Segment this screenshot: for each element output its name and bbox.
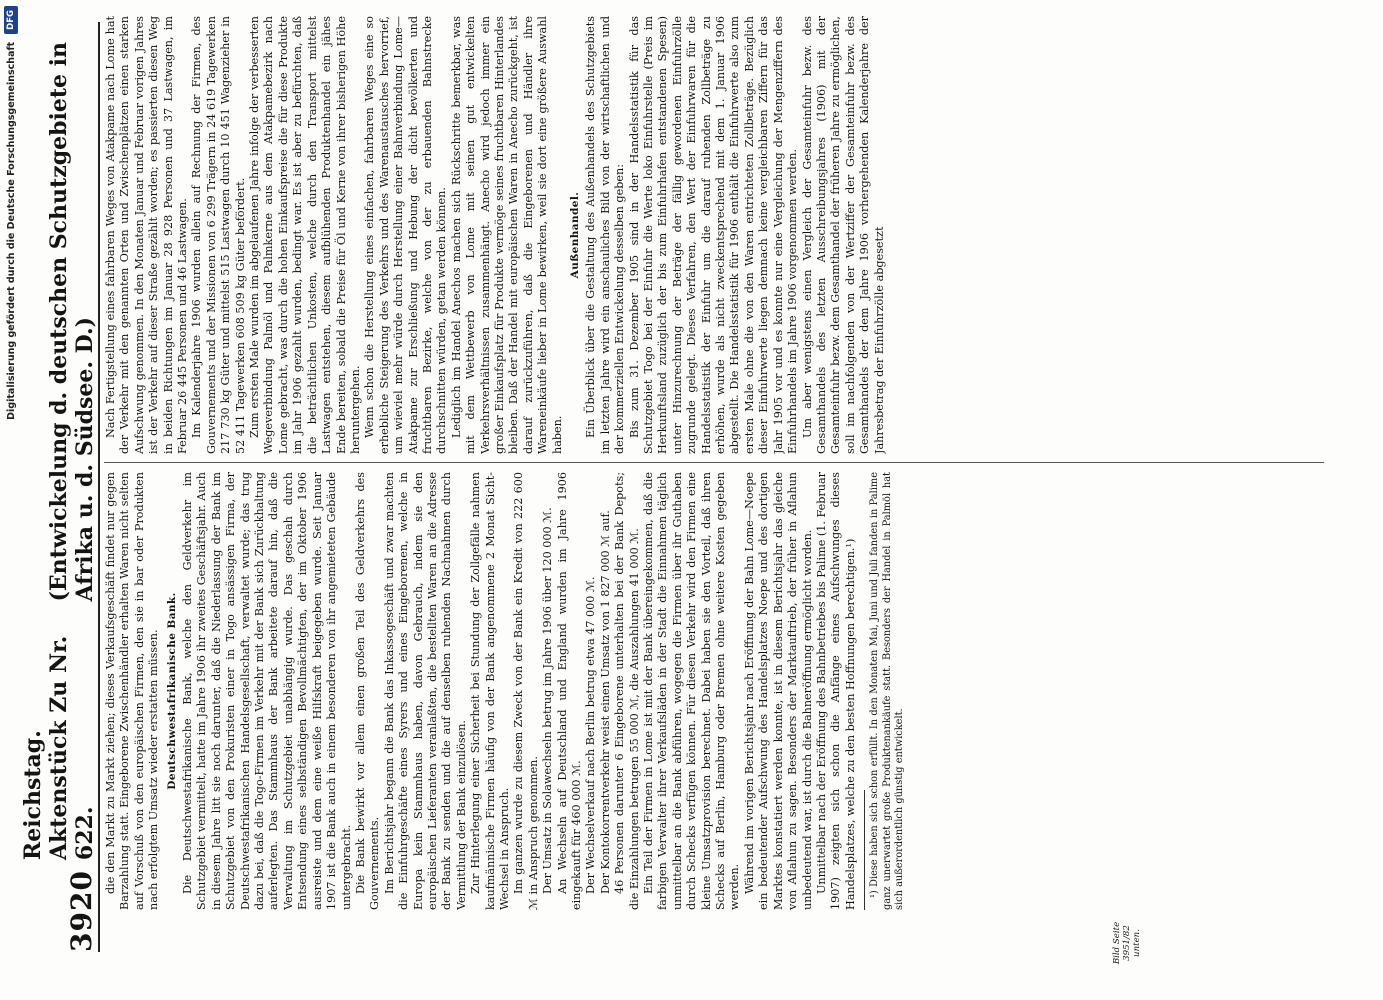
margin-note: Bild Seite 3951/82 unten.	[1112, 921, 1142, 965]
paragraph: Zum ersten Male wurden im abgelaufenen Jahre infolge der verbesserten Wegeverbindung Palmöl und Palmkerne aus dem Atakpamebezirk nach Lome gebracht, was durch die hohen Einkaufspreise die für diese Produkte im Jahr 1906 gezahlt wurden, bedingt war. Es ist aber zu befürchten, daß die beträchtlichen Unkosten, welche durch den Transport mittelst Lastwagen entstehen, diesem aufblühenden Produktenhandel ein jähes Ende bereiten, sobald die Preise für Öl und Kerne von ihrer bisherigen Höhe heruntergehen.	[248, 16, 362, 454]
paragraph: Der Umsatz in Solawechseln betrug im Jahre 1906 über 120 000 ℳ.	[541, 507, 555, 894]
dfg-logo: DFG	[4, 6, 18, 34]
paragraph: Ein Teil der Firmen in Lome ist mit der Bank übereingekommen, daß die farbigen Verwalter ihrer Verkaufsläden in der Stadt die Einnahmen täglich unmittelbar an die Bank abführen, wogegen die Firmen über ihr Guthaben durch Schecks verfügen können. Für diesen Verkehr wird den Firmen eine kleine Umsatzprovision berechnet. Dabei haben sie den Vorteil, daß ihren Schecks auf Berlin, Hamburg oder Bremen ohne weitere Kosten gegeben werden.	[642, 472, 742, 910]
paragraph: Unmittelbar nach der Eröffnung des Bahnbetriebes bis Palime (1. Februar 1907) zeigten sich schon die Anfänge eines Aufschwunges dieses Handelsplatzes, welche zu den besten Hoffnungen berechtigen.¹)	[814, 472, 857, 910]
left-column	[104, 472, 1336, 910]
digitization-stamp	[0, 0, 22, 1000]
paragraph: Lediglich im Handel Anechos machen sich Rückschritte bemerkbar, was mit dem Wettbewerb von Lome mit seinen gut entwickelten Verkehrsverhältnissen zusammenhängt. Anecho wird jedoch immer ein großer Einkaufsplatz für Produkte vermöge seines fruchtbaren Hinterlandes bleiben. Daß der Handel mit europäischen Waren in Anecho zurückgeht, ist darauf zurückzuführen, daß die Eingeborenen und Händler ihre Wareneinkäufe lieber in Lome bewirken, weil sie dort eine größere Auswahl haben.	[449, 16, 564, 454]
paragraph: Zur Hinterlegung einer Sicherheit bei Stundung der Zollgefälle nahmen kaufmännische Firmen häufig von der Bank angenommene 2 Monat Sicht-Wechsel in Anspruch.	[469, 472, 511, 910]
paragraph: 46 Personen darunter 6 Eingeborene unterhalten bei der Bank Depots; die Einzahlungen betrugen 55 000 ℳ, die Auszahlungen 41 000 ℳ.	[613, 472, 641, 910]
paragraph: An Wechseln auf Deutschland und England wurden im Jahre 1906 eingekauft für 460 000 ℳ.	[555, 472, 583, 910]
paragraph: Bis zum 31. Dezember 1905 sind in der Handelsstatistik für das Schutzgebiet Togo bei der Einfuhr die Werte loko Einfuhrstelle (Preis im Herkunftsland zuzüglich der bis zum Einfuhrhafen entstandenen Spesen) unter Hinzurechnung der Beträge der fällig gewordenen Einfuhrzölle zugrunde gelegt. Dieses Verfahren, den Wert der Einfuhrwaren für die Handelsstatistik der Einfuhr um die darauf ruhenden Zollbeträge zu erhöhen, wurde als nicht zweckentsprechend mit dem 1. Januar 1906 abgestellt. Die Handelsstatistik für 1906 enthält die Einfuhrwerte also zum ersten Male ohne die von den Waren entrichteten Zollbeträge. Bezüglich dieser Einfuhrwerte liegen demnach keine vergleichbaren Ziffern für das Jahr 1905 vor und es konnte nur eine Vergleichung der Mengenziffern des Einfuhrhandels im Jahre 1906 vorgenommen werden.	[627, 16, 800, 454]
column-divider	[104, 462, 1324, 463]
paragraph: Im Kalenderjahre 1906 wurden allein auf Rechnung der Firmen, des Gouvernements und der Missionen von 6 299 Trägern in 24 619 Tagewerken 217 730 kg Güter und mittelst 515 Lastwagen durch 10 451 Wagenzieher in 52 411 Tagewerken 608 509 kg Güter befördert.	[190, 16, 247, 454]
paragraph: Wenn schon die Herstellung eines einfachen, fahrbaren Weges eine so erhebliche Steigerung des Verkehrs und des Warenaustausches hervorrief, um wieviel mehr würde durch Herstellung einer Bahnverbindung Lome—Atakpame zur Erschließung und Hebung der dicht bevölkerten und fruchtbaren Bezirke, welche von der zu erbauenden Bahnstrecke durchschnitten würden, getan werden können.	[363, 16, 449, 454]
header-left	[20, 602, 98, 952]
running-subtitle: (Entwickelung d. deutschen Schutzgebiete in Afrika u. d. Südsee. D.)	[46, 42, 98, 602]
section-heading: Deutschwestafrikanische Bank.	[165, 592, 178, 790]
section-heading: Außenhandel.	[569, 191, 581, 279]
paragraph: die den Markt zu Markt ziehen; dieses Verkaufsgeschäft findet nur gegen Barzahlung statt. Eingeborene Zwischenhändler erhalten Waren nicht selten auf Vorschuß von den europäischen Firmen, den sie in bar oder Produkten nach erfolgtem Umsatz wieder erstatten müssen.	[104, 472, 161, 910]
paragraph: Der Wechselverkauf nach Berlin betrug etwa 47 000 ℳ.	[584, 576, 598, 894]
paragraph: Während im vorigen Berichtsjahr nach Eröffnung der Bahn Lome—Noepe ein bedeutender Aufschwung des Handelsplatzes Noepe und des dortigen Marktes konstatiert werden konnte, ist in diesem Berichtsjahr das gleiche von Aflahun zu sagen. Besonders der Marktauftrieb, der früher in Aflahun unbedeutend war, ist durch die Bahneröffnung ermöglicht worden.	[742, 472, 814, 910]
paragraph: Im ganzen wurde zu diesem Zweck von der Bank ein Kredit von 222 600 ℳ in Anspruch genommen.	[512, 472, 540, 910]
footnote: ¹) Diese haben sich schon erfüllt. In den Monaten Mai, Juni und Juli fanden in Palime ganz unerwartet große Produktenankäufe statt. Besonders der Handel in Palmöl hat sich außerordentlich günstig entwickelt.	[869, 472, 905, 910]
paragraph: Die Deutschwestafrikanische Bank, welche den Geldverkehr im Schutzgebiet vermittelt, hatte im Jahre 1906 ihr zweites Geschäftsjahr. Auch in diesem Jahre litt sie noch darunter, daß die Niederlassung der Bank im Schutzgebiet von den Prokuristen einer in Togo ansässigen Firma, der Deutschwestafrikanischen Handelsgesellschaft, verwaltet wurde; das trug dazu bei, daß die Togo-Firmen im Verkehr mit der Bank sich Zurückhaltung auferlegten. Das Stammhaus der Bank arbeitete darauf hin, daß die Verwaltung im Schutzgebiet unabhängig wurde. Das geschah durch Entsendung eines selbständigen Bevollmächtigten, der im Oktober 1906 ausreiste und dem eine weiße Hilfskraft beigegeben wurde. Seit Januar 1907 ist die Bank auch in einem besonderen von ihr angemieteten Gebäude untergebracht.	[181, 472, 353, 910]
paragraph: Nach Fertigstellung eines fahrbaren Weges von Atakpame nach Lome hat der Verkehr mit den genannten Orten und Zwischenplätzen einen starken Aufschwung genommen. In den Monaten Januar und Februar vorigen Jahres ist der Verkehr auf dieser Straße gezählt worden; es passierten diesen Weg in beiden Richtungen im Januar 28 928 Personen und 37 Lastwagen, im Februar 26 445 Personen und 46 Lastwagen.	[104, 16, 190, 454]
paragraph: Um aber wenigstens einen Vergleich der Gesamteinfuhr bezw. des Gesamthandels des letzten Ausschreibungsjahres (1906) mit der Gesamteinfuhr bezw. dem Gesamthandel der früheren Jahre zu ermöglichen, soll im nachfolgenden von der Wertziffer der Gesamteinfuhr bezw. des Gesamthandels der dem Jahre 1906 vorhergehenden Kalenderjahre der Jahresbetrag der Einfuhrzölle abgesetzt	[800, 16, 886, 454]
running-title: Reichstag. Aktenstück Zu Nr. 622.	[20, 635, 98, 861]
page-number: 3920	[65, 870, 98, 952]
paragraph: Ein Überblick über die Gestaltung des Außenhandels des Schutzgebiets im letzten Jahre wird ein anschauliches Bild von der wirtschaftlichen und der kommerziellen Entwickelung desselben geben:	[584, 16, 627, 454]
footnote-rule	[864, 790, 865, 910]
page-header	[20, 22, 100, 952]
right-column	[104, 16, 1336, 454]
paragraph: Im Berichtsjahr begann die Bank das Inkassogeschäft und zwar machten die Einfuhrgeschäfte eines Syrers und eines Eingeborenen, welche in Europa kein Stammhaus haben, davon Gebrauch, indem sie den europäischen Lieferanten veranlaßten, die bestellten Waren an die Adresse der Bank zu senden und die auf denselben ruhenden Nachnahmen durch Vermittlung der Bank einzulösen.	[382, 472, 468, 910]
stamp-text: Digitalisierung gefördert durch die Deutsche Forschungsgemeinschaft	[5, 41, 17, 420]
paragraph: Der Kontokorrentverkehr weist einen Umsatz von 1 827 000 ℳ auf.	[598, 510, 612, 894]
paragraph: Die Bank bewirkt vor allem einen großen Teil des Geldverkehrs des Gouvernements.	[353, 472, 382, 910]
